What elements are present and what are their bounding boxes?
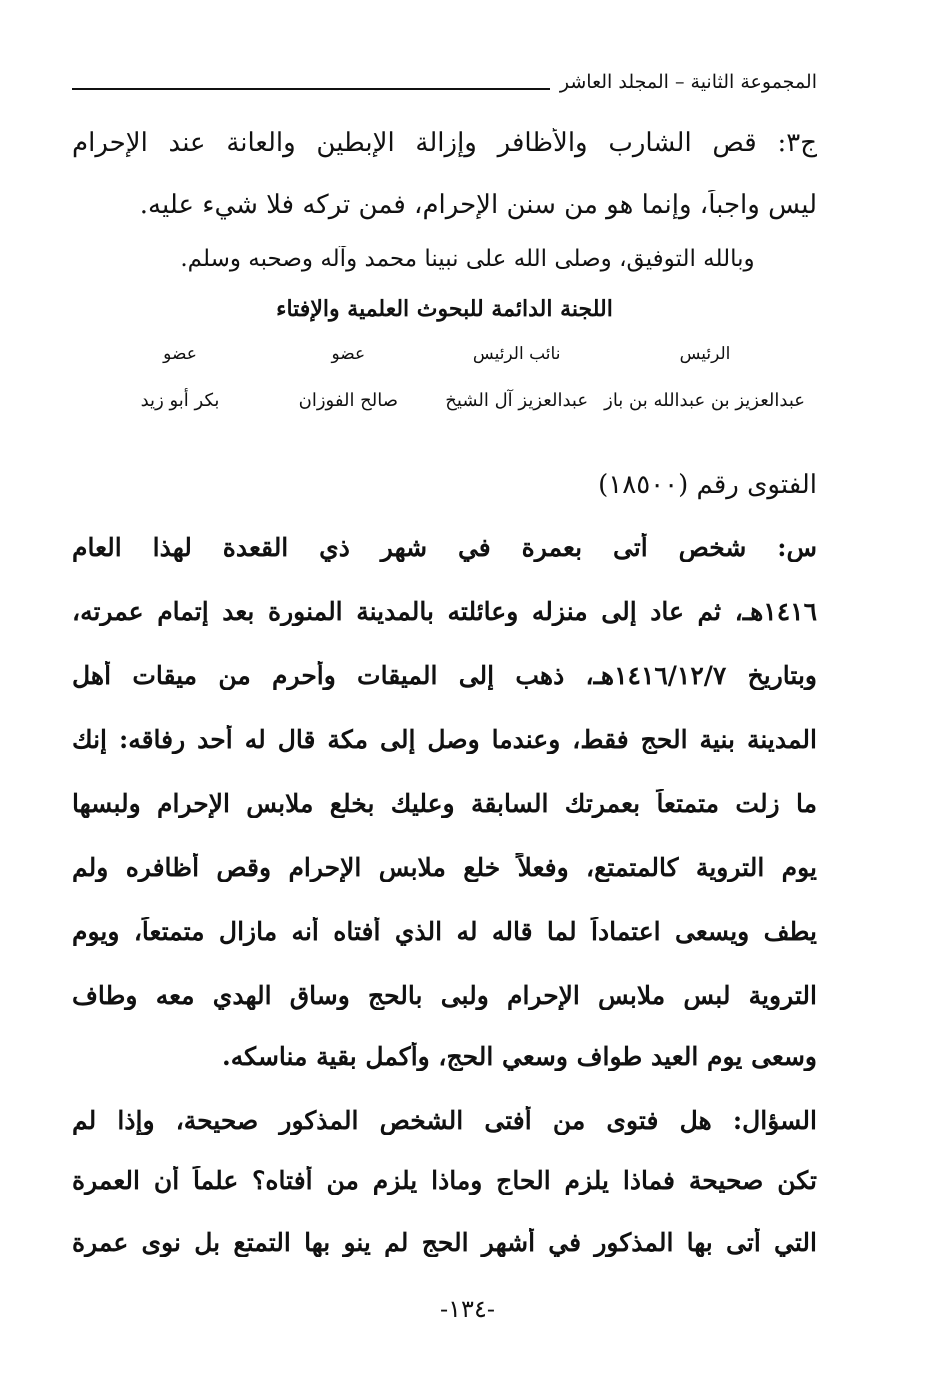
sub-question-line-2: تكن صحيحة فماذا يلزم الحاج وماذا يلزم من أفتاه؟ علماً أن العمرة — [72, 1166, 817, 1195]
running-header — [72, 62, 817, 102]
answer-line-2: ليس واجباً، وإنما هو من سنن الإحرام، فمن تركه فلا شيء عليه. — [139, 190, 817, 220]
member-name-member-2: بكر أبو زيد — [140, 390, 220, 411]
committee-title: اللجنة الدائمة للبحوث العلمية والإفتاء — [276, 296, 613, 322]
member-name-vice-president: عبدالعزيز آل الشيخ — [445, 390, 589, 411]
answer-line-1: ج٣: قص الشارب والأظافر وإزالة الإبطين والعانة عند الإحرام — [72, 128, 817, 158]
question-line-3: وبتاريخ ١٤١٦/١٢/٧هـ، ذهب إلى الميقات وأحرم من ميقات أهل — [72, 661, 817, 690]
page-number: -١٣٤- — [440, 1295, 495, 1323]
member-name-president: عبدالعزيز بن عبدالله بن باز — [604, 390, 805, 411]
sub-question-line-3: التي أتى بها المذكور في أشهر الحج لم ينو بها التمتع بل نوى عمرة — [72, 1228, 817, 1257]
question-line-5: ما زلت متمتعاً بعمرتك السابقة وعليك بخلع ملابس الإحرام ولبسها — [72, 789, 817, 818]
member-role-vice-president: نائب الرئيس — [472, 344, 561, 364]
member-role-president: الرئيس — [679, 344, 731, 364]
sub-question-line-1: السؤال: هل فتوى من أفتى الشخص المذكور صحيحة، وإذا لم — [72, 1106, 817, 1135]
question-line-7: يطف ويسعى اعتماداً لما قاله له الذي أفتاه أنه مازال متمتعاً، ويوم — [72, 917, 817, 946]
member-role-member-1: عضو — [331, 344, 366, 364]
question-line-4: المدينة بنية الحج فقط، وعندما وصل إلى مكة قال له أحد رفاقه: إنك — [72, 725, 817, 754]
header-rule — [72, 88, 550, 90]
committee-names-row — [100, 390, 805, 411]
member-name-member-1: صالح الفوزان — [298, 390, 399, 411]
fatwa-heading: الفتوى رقم (١٨٥٠٠) — [598, 470, 817, 500]
committee-roles-row — [100, 344, 805, 364]
question-line-8: التروية لبس ملابس الإحرام ولبى بالحج وساق الهدي معه وطاف — [72, 981, 817, 1010]
question-line-2: ١٤١٦هـ، ثم عاد إلى منزله وعائلته بالمدينة المنورة بعد إتمام عمرته، — [72, 597, 817, 626]
answer-line-3: وبالله التوفيق، وصلى الله على نبينا محمد وآله وصحبه وسلم. — [180, 246, 755, 272]
running-title: المجموعة الثانية – المجلد العاشر — [559, 71, 817, 93]
question-line-6: يوم التروية كالمتمتع، وفعلاً خلع ملابس الإحرام وقص أظافره ولم — [72, 853, 817, 882]
question-line-9: وسعى يوم العيد طواف وسعي الحج، وأكمل بقية مناسكه. — [222, 1042, 817, 1071]
member-role-member-2: عضو — [163, 344, 197, 364]
question-line-1: س: شخص أتى بعمرة في شهر ذي القعدة لهذا العام — [72, 533, 817, 562]
